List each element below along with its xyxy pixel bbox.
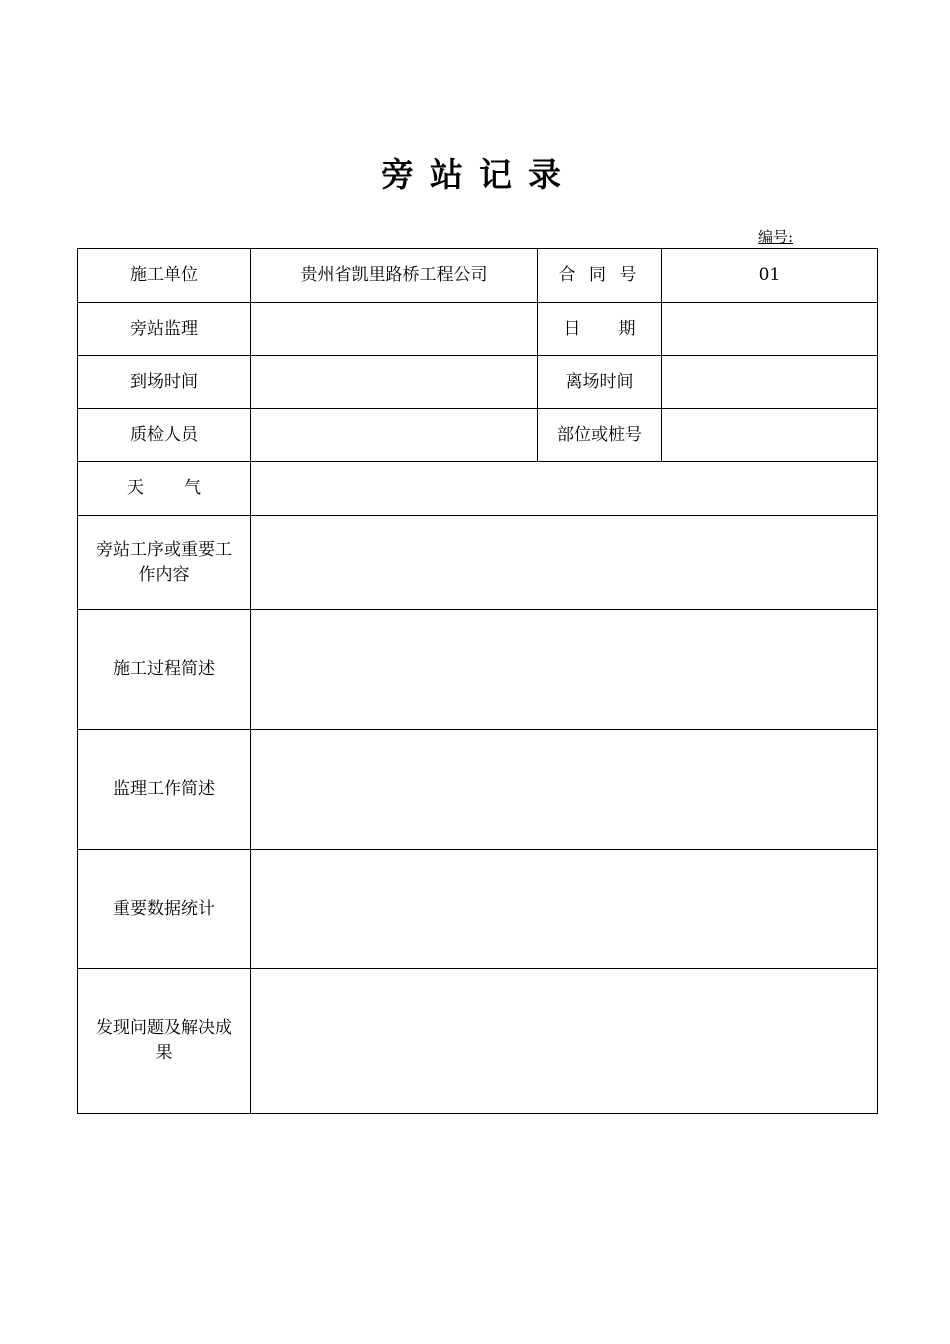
weather-label-first: 天: [127, 478, 144, 498]
table-row: [78, 356, 878, 409]
construction-unit-value[interactable]: 贵州省凯里路桥工程公司: [251, 249, 538, 303]
departure-time-value[interactable]: [662, 356, 878, 409]
date-label: [538, 303, 662, 356]
issues-value[interactable]: [251, 969, 878, 1114]
arrival-time-value[interactable]: [251, 356, 538, 409]
contract-number-value[interactable]: 01: [662, 249, 878, 303]
table-row: [78, 303, 878, 356]
date-label-second: 期: [618, 318, 636, 339]
supervision-description-value[interactable]: [251, 730, 878, 850]
location-label: 部位或桩号: [538, 409, 662, 462]
table-row: [78, 409, 878, 462]
process-label: 旁站工序或重要工作内容: [78, 516, 251, 610]
construction-description-value[interactable]: [251, 610, 878, 730]
construction-unit-label: 施工单位: [78, 249, 251, 303]
date-value[interactable]: [662, 303, 878, 356]
table-row: [78, 969, 878, 1114]
serial-number-label: 编号:: [758, 228, 794, 246]
key-data-label: 重要数据统计: [78, 850, 251, 969]
supervision-record-table: [77, 248, 878, 1114]
arrival-time-label: 到场时间: [78, 356, 251, 409]
document-title: 旁站记录: [381, 155, 577, 194]
weather-label-second: 气: [184, 478, 201, 498]
key-data-value[interactable]: [251, 850, 878, 969]
date-label-first: 日: [563, 318, 581, 339]
contract-number-label-text: 合 同 号: [558, 265, 641, 285]
table-row: [78, 516, 878, 610]
process-value[interactable]: [251, 516, 878, 610]
issues-label: 发现问题及解决成果: [78, 969, 251, 1114]
location-value[interactable]: [662, 409, 878, 462]
contract-number-label: [538, 249, 662, 303]
inspector-value[interactable]: [251, 409, 538, 462]
weather-value[interactable]: [251, 462, 878, 516]
table-row: [78, 462, 878, 516]
supervisor-label: 旁站监理: [78, 303, 251, 356]
table-row: [78, 850, 878, 969]
table-row: [78, 249, 878, 303]
table-row: [78, 610, 878, 730]
construction-description-label: 施工过程简述: [78, 610, 251, 730]
departure-time-label: 离场时间: [538, 356, 662, 409]
supervisor-value[interactable]: [251, 303, 538, 356]
supervision-description-label: 监理工作简述: [78, 730, 251, 850]
weather-label: [78, 462, 251, 516]
inspector-label: 质检人员: [78, 409, 251, 462]
table-row: [78, 730, 878, 850]
